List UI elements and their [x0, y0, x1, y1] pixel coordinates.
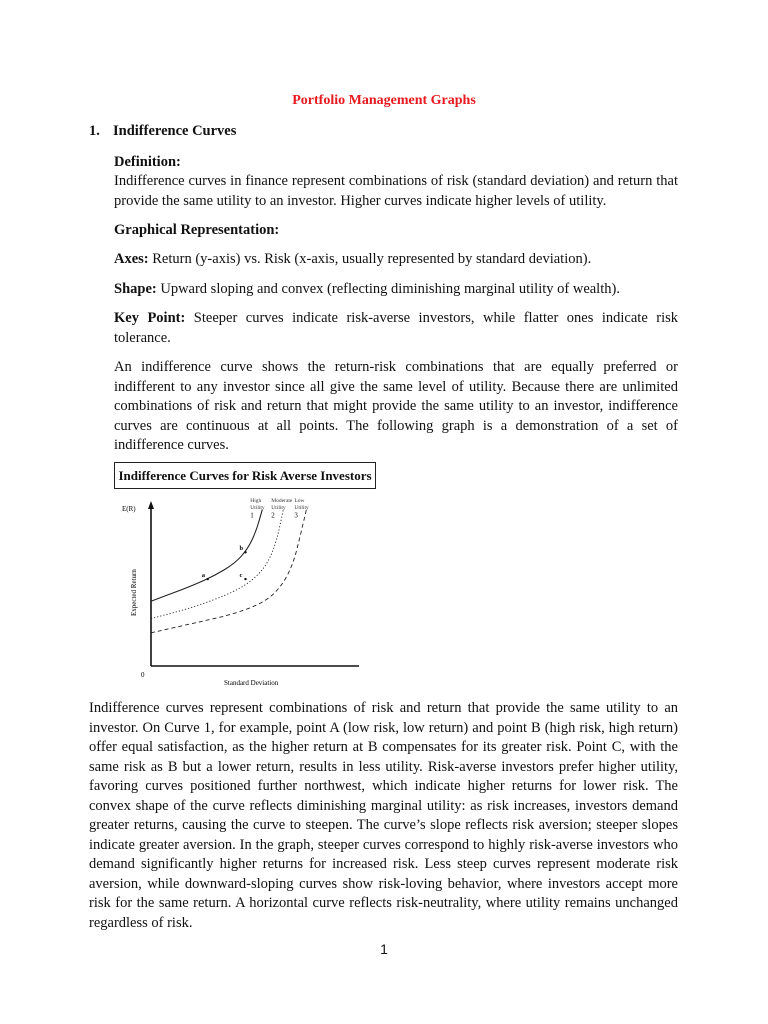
curve-2: [151, 510, 283, 619]
page-number: 1: [380, 941, 388, 957]
curve-label-1: 1: [250, 511, 254, 520]
section-heading: [89, 123, 236, 140]
definition-text: Indifference curves in finance represent combinations of risk (standard deviation) and return that provide the same utility to an investor. Higher curves indicate higher levels of utility.: [114, 173, 678, 209]
section-title: Indifference Curves: [113, 123, 237, 139]
indifference-chart: [114, 494, 374, 694]
chart-axes: [148, 501, 359, 666]
figure-caption: Indifference Curves for Risk Averse Investors: [114, 462, 376, 489]
point-a: [207, 578, 209, 580]
page-title: Portfolio Management Graphs: [292, 93, 476, 108]
explanation-paragraph: An indifference curve shows the return-risk combinations that are equally preferred or indifferent to any investor since all give the same level of utility. Because there are unlimited combinations of risk and return that might provide the same utility to an investor, indifference curves are continuous at all points. The following graph is a demonstration of a set of indifference curves.: [114, 359, 678, 453]
y-axis-symbol: E(R): [122, 505, 136, 513]
point-c: [244, 578, 246, 580]
shape-text: Upward sloping and convex (reflecting diminishing marginal utility of wealth).: [156, 281, 620, 297]
axes-label: Axes:: [114, 251, 149, 267]
legend-line2-2: Utility: [271, 505, 286, 511]
legend-line2-3: Utility: [294, 505, 309, 511]
axes-paragraph: [114, 250, 678, 270]
point-label-c: c: [239, 572, 243, 580]
point-b: [244, 551, 246, 553]
legend-line1-2: Moderate: [271, 498, 293, 504]
definition-heading: Definition:: [114, 154, 181, 170]
legend-line2-1: Utility: [250, 505, 265, 511]
key-point-label: Key Point:: [114, 310, 186, 326]
legend-line1-3: Low: [294, 498, 305, 504]
shape-label: Shape:: [114, 281, 157, 297]
chart-legend: [250, 498, 309, 511]
curve-label-3: 3: [294, 511, 298, 520]
curve-label-2: 2: [271, 511, 275, 520]
axes-text: Return (y-axis) vs. Risk (x-axis, usually represented by standard deviation).: [148, 251, 592, 267]
y-axis-arrow: [148, 501, 154, 509]
key-point-text: Steeper curves indicate risk-averse investors, while flatter ones indicate risk tolerance.: [114, 310, 678, 346]
point-label-b: b: [239, 545, 244, 553]
graphical-heading: Graphical Representation:: [114, 222, 280, 238]
chart-points: [202, 545, 247, 580]
point-label-a: a: [201, 572, 205, 580]
curve-3: [151, 510, 306, 633]
chart-curves: [151, 510, 306, 633]
x-axis-label: Standard Deviation: [224, 679, 279, 687]
y-axis-label: Expected Return: [130, 569, 138, 616]
legend-line1-1: High: [250, 498, 262, 504]
section-number: 1.: [89, 123, 100, 139]
shape-paragraph: [114, 280, 678, 300]
summary-paragraph: Indifference curves represent combinations of risk and return that provide the same utility to an investor. On Curve 1, for example, point A (low risk, low return) and point B (high risk, high return) offer equal satisfaction, as the higher return at B compensates for its greater risk. Point C, with the same risk as B but a lower return, results in less utility. Risk-averse investors prefer higher utility, favoring curves positioned further northwest, which indicate higher returns for lower risk. The convex shape of the curve reflects diminishing marginal utility: as risk increases, investors demand greater returns, causing the curve to steepen. The curve’s slope reflects risk aversion; steeper slopes indicate greater aversion. In the graph, steeper curves correspond to highly risk-averse investors who demand significantly higher returns for increased risk. Less steep curves represent moderate risk aversion, while downward-sloping curves show risk-loving behavior, where investors accept more risk for the same return. A horizontal curve reflects risk-neutrality, where utility remains unchanged regardless of risk.: [89, 700, 678, 931]
key-point-paragraph: [114, 309, 678, 348]
origin-label: 0: [141, 671, 145, 679]
curve-1: [151, 510, 262, 602]
